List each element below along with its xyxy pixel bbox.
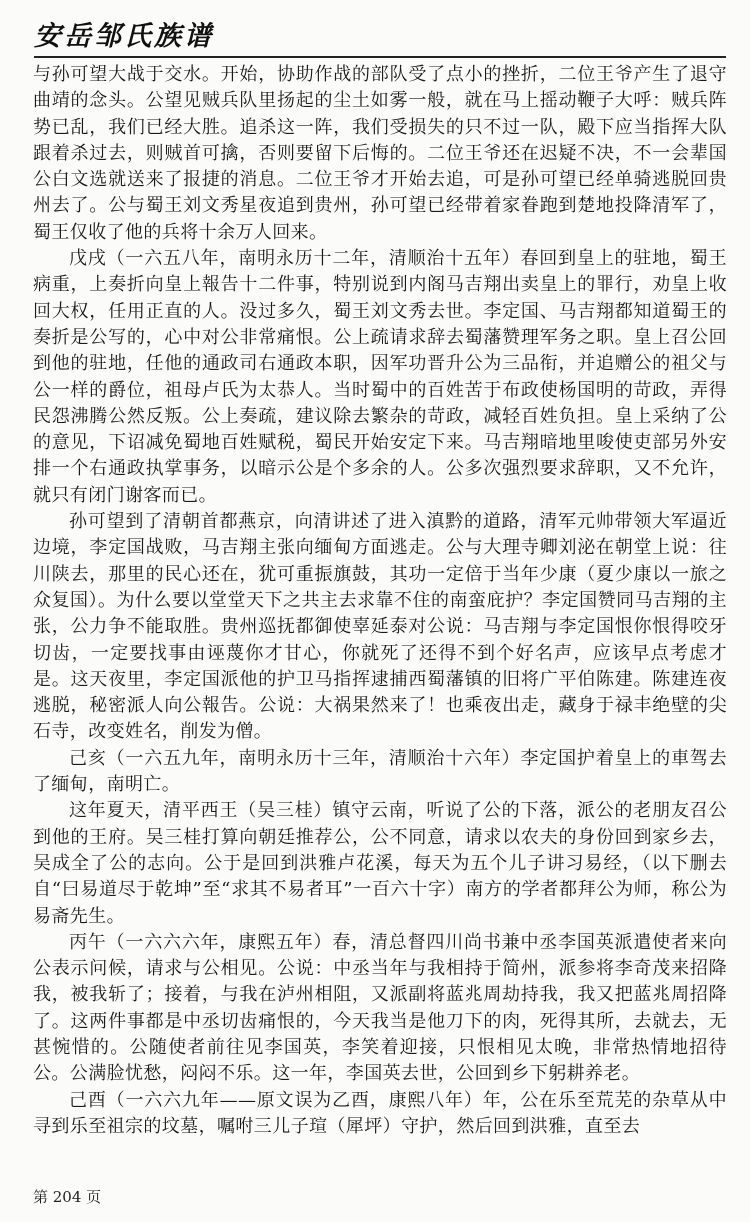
header-rule [34,56,726,58]
paragraph: 丙午（一六六六年，康熙五年）春，清总督四川尚书兼中丞李国英派遣使者来向公表示问候，请求与公相见。公说：中丞当年与我相持于简州，派参将李奇茂来招降我，被我斩了；接着，与我在泸州相阻，又派副将蓝兆周劫持我，我又把蓝兆周招降了。这两件事都是中丞切齿痛恨的，今天我当是他刀下的肉，死得其所，去就去，无甚惋惜的。公随使者前往见李国英，李笑着迎接，只恨相见太晚，非常热情地招待公。公满脸忧愁，闷闷不乐。这一年，李国英去世，公回到乡下躬耕养老。 [33,931,727,1085]
paragraph: 这年夏天，清平西王（吴三桂）镇守云南，听说了公的下落，派公的老朋友召公到他的王府。吴三桂打算向朝廷推荐公，公不同意，请求以农夫的身份回到家乡去，吴成全了公的志向。公于是回到洪雅卢花溪，每天为五个儿子讲习易经，（以下删去自“曰易道尽于乾坤”至“求其不易者耳”一百六十字）南方的学者都拜公为师，称公为易斋先生。 [33,800,727,927]
book-title: 安岳邹氏族谱 [34,21,214,52]
page-body [33,62,727,1140]
page-number: 第 204 页 [33,1188,102,1206]
page-header [34,14,724,53]
paragraph: 戊戌（一六五八年，南明永历十二年，清顺治十五年）春回到皇上的驻地，蜀王病重，上奏折向皇上報告十二件事，特别说到内阁马吉翔出卖皇上的罪行，劝皇上收回大权，任用正直的人。没过多久，蜀王刘文秀去世。李定国、马吉翔都知道蜀王的奏折是公写的，心中对公非常痛恨。公上疏请求辞去蜀藩赞理军务之职。皇上召公回到他的驻地，任他的通政司右通政本职，因军功晋升公为三品衔，并追赠公的祖父与公一样的爵位，祖母卢氏为太恭人。当时蜀中的百姓苦于布政使杨国明的苛政，弄得民怨沸腾公然反叛。公上奏疏，建议除去繁杂的苛政，减轻百姓负担。皇上采纳了公的意见，下诏减免蜀地百姓赋税，蜀民开始安定下来。马吉翔暗地里唆使吏部另外安排一个右通政执掌事务，以暗示公是个多余的人。公多次强烈要求辞职，又不允许，就只有闭门谢客而已。 [33,248,727,506]
paragraph: 己酉（一六六九年——原文误为乙酉，康熙八年）年，公在乐至荒芜的杂草从中寻到乐至祖宗的坟墓，嘱咐三儿子瑄（犀坪）守护，然后回到洪雅，直至去 [33,1089,727,1137]
paragraph: 己亥（一六五九年，南明永历十三年，清顺治十六年）李定国护着皇上的車驾去了缅甸，南明亡。 [33,747,727,796]
paragraph: 孙可望到了清朝首都燕京，向清讲述了进入滇黔的道路，清军元帅带领大军逼近边境，李定国战败，马吉翔主张向缅甸方面逃走。公与大理寺卿刘泌在朝堂上说：往川陕去，那里的民心还在，犹可重振旗鼓，其功一定倍于当年少康（夏少康以一旅之众复国）。为什么要以堂堂天下之共主去求靠不住的南蛮庇护？李定国赞同马吉翔的主张，公力争不能取胜。贵州巡抚都御使辜延泰对公说：马吉翔与李定国恨你恨得咬牙切齿，一定要找事由诬蔑你才甘心，你就死了还得不到个好名声，应该早点考虑才是。这天夜里，李定国派他的护卫马指挥逮捕西蜀藩镇的旧将广平伯陈建。陈建连夜逃脱，秘密派人向公報告。公说：大祸果然来了！也乘夜出走，藏身于禄丰绝壁的尖石寺，改变姓名，削发为僧。 [33,511,727,743]
paragraph: 与孙可望大战于交水。开始，协助作战的部队受了点小的挫折，二位王爷产生了退守曲靖的念头。公望见贼兵队里扬起的尘土如雾一般，就在马上摇动鞭子大呼：贼兵阵势已乱，我们已经大胜。追杀这一阵，我们受损失的只不过一队，殿下应当指挥大队跟着杀过去，则贼首可擒，否则要留下后悔的。二位王爷还在迟疑不决，不一会辈国公白文选就送来了报捷的消息。二位王爷才开始去追，可是孙可望已经单骑逃脱回贵州去了。公与蜀王刘文秀星夜追到贵州，孙可望已经带着家眷跑到楚地投降清军了，蜀王仅收了他的兵将十余万人回来。 [33,64,727,243]
